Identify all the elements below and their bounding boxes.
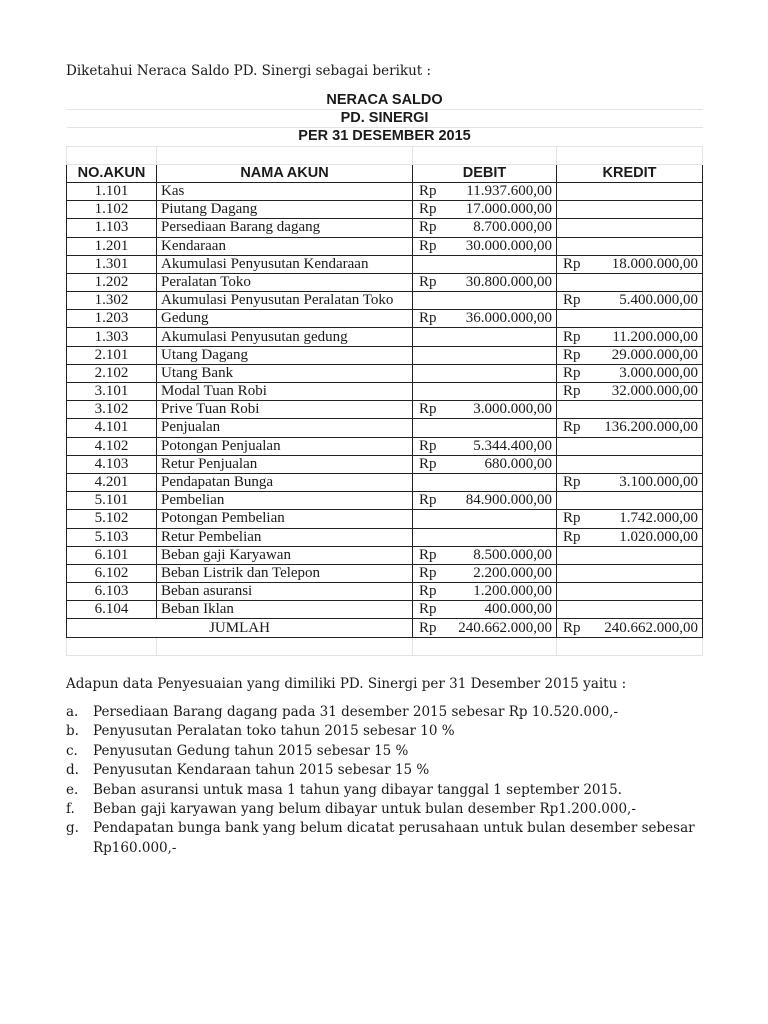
item-letter: e.: [66, 781, 79, 798]
account-number: 5.103: [67, 528, 157, 546]
account-name: Akumulasi Penyusutan Kendaraan: [157, 255, 413, 273]
account-number: 1.201: [67, 237, 157, 255]
spreadsheet-image: [66, 92, 702, 658]
item-text: Beban asuransi untuk masa 1 tahun yang dibayar tanggal 1 september 2015.: [93, 781, 622, 798]
debit-cell: [413, 492, 557, 510]
account-number: 2.102: [67, 364, 157, 382]
currency-label: Rp: [419, 273, 437, 290]
amount: 30.800.000,00: [465, 273, 552, 290]
table-row: [67, 546, 703, 564]
currency-label: Rp: [563, 255, 581, 272]
table-row: [67, 364, 703, 382]
kredit-cell: [557, 292, 703, 310]
currency-label: Rp: [563, 364, 581, 381]
adjustments-list: [66, 703, 706, 858]
currency-label: Rp: [563, 346, 581, 363]
currency-label: Rp: [419, 619, 437, 636]
item-letter: d.: [66, 762, 79, 779]
account-name: Beban Listrik dan Telepon: [157, 564, 413, 582]
currency-label: Rp: [419, 219, 437, 236]
debit-cell: [413, 583, 557, 601]
kredit-cell: [557, 383, 703, 401]
table-row: [67, 383, 703, 401]
amount: 8.500.000,00: [473, 546, 552, 563]
item-letter: b.: [66, 723, 79, 740]
total-label: JUMLAH: [67, 619, 413, 637]
currency-label: Rp: [563, 474, 581, 491]
currency-label: Rp: [563, 419, 581, 436]
debit-cell: [413, 273, 557, 291]
kredit-cell: [557, 601, 703, 619]
account-name: Pendapatan Bunga: [157, 473, 413, 491]
item-text: Penyusutan Gedung tahun 2015 sebesar 15 %: [93, 742, 409, 759]
currency-label: Rp: [419, 583, 437, 600]
currency-label: Rp: [419, 564, 437, 581]
account-number: 3.102: [67, 401, 157, 419]
account-name: Potongan Penjualan: [157, 437, 413, 455]
currency-label: Rp: [419, 546, 437, 563]
account-number: 5.101: [67, 492, 157, 510]
kredit-cell: [557, 437, 703, 455]
amount: 29.000.000,00: [611, 346, 699, 363]
adjustment-item: [66, 819, 706, 858]
currency-label: Rp: [563, 510, 581, 527]
amount: 5.344.400,00: [473, 437, 552, 454]
account-name: Persediaan Barang dagang: [157, 219, 413, 237]
currency-label: Rp: [419, 492, 437, 509]
amount: 240.662.000,00: [458, 619, 552, 636]
adjustment-item: [66, 703, 706, 722]
debit-cell: [413, 201, 557, 219]
spacer-row: [67, 637, 703, 655]
table-row: [67, 182, 703, 200]
account-name: Prive Tuan Robi: [157, 401, 413, 419]
title-row: [67, 110, 703, 128]
account-number: 4.201: [67, 473, 157, 491]
table-row: [67, 237, 703, 255]
account-name: Penjualan: [157, 419, 413, 437]
account-number: 1.101: [67, 182, 157, 200]
amount: 3.000.000,00: [473, 401, 552, 418]
account-number: 1.202: [67, 273, 157, 291]
company-name: PD. SINERGI: [67, 110, 703, 128]
kredit-cell: [557, 364, 703, 382]
amount: 84.900.000,00: [465, 492, 552, 509]
account-name: Gedung: [157, 310, 413, 328]
title-row: [67, 92, 703, 110]
kredit-cell: [557, 510, 703, 528]
account-number: 4.102: [67, 437, 157, 455]
amount: 136.200.000,00: [604, 419, 699, 436]
adjustment-item: [66, 800, 706, 819]
debit-cell: [413, 510, 557, 528]
item-text: Persediaan Barang dagang pada 31 desember 2015 sebesar Rp 10.520.000,-: [93, 704, 619, 720]
debit-cell: [413, 419, 557, 437]
table-row: [67, 346, 703, 364]
table-row: [67, 510, 703, 528]
account-name: Retur Penjualan: [157, 455, 413, 473]
account-number: 1.103: [67, 219, 157, 237]
account-number: 1.301: [67, 255, 157, 273]
debit-cell: [413, 601, 557, 619]
amount: 8.700.000,00: [473, 219, 552, 236]
item-letter: c.: [66, 742, 78, 759]
kredit-cell: [557, 546, 703, 564]
kredit-cell: [557, 273, 703, 291]
currency-label: Rp: [419, 310, 437, 327]
table-row: [67, 437, 703, 455]
table-row: [67, 473, 703, 491]
intro-text: Diketahui Neraca Saldo PD. Sinergi sebagai berikut :: [66, 63, 432, 79]
table-row: [67, 292, 703, 310]
table-row: [67, 310, 703, 328]
header-debit: DEBIT: [413, 164, 557, 182]
account-name: Beban Iklan: [157, 601, 413, 619]
header-nama-akun: NAMA AKUN: [157, 164, 413, 182]
debit-cell: [413, 473, 557, 491]
table-row: [67, 601, 703, 619]
adjustment-item: [66, 742, 706, 761]
amount: 3.100.000,00: [619, 474, 699, 491]
currency-label: Rp: [419, 601, 437, 618]
account-name: Utang Dagang: [157, 346, 413, 364]
kredit-cell: [557, 219, 703, 237]
amount: 240.662.000,00: [604, 619, 699, 636]
amount: 11.200.000,00: [612, 328, 699, 345]
account-name: Modal Tuan Robi: [157, 383, 413, 401]
amount: 11.937.600,00: [466, 183, 552, 200]
table-row: [67, 492, 703, 510]
debit-cell: [413, 255, 557, 273]
account-name: Piutang Dagang: [157, 201, 413, 219]
table-row: [67, 455, 703, 473]
period-label: PER 31 DESEMBER 2015: [67, 128, 703, 146]
account-name: Kendaraan: [157, 237, 413, 255]
total-debit: [413, 619, 557, 637]
table-row: [67, 419, 703, 437]
currency-label: Rp: [563, 383, 581, 400]
debit-cell: [413, 546, 557, 564]
kredit-cell: [557, 310, 703, 328]
amount: 18.000.000,00: [611, 255, 699, 272]
title-row: [67, 128, 703, 146]
account-number: 1.102: [67, 201, 157, 219]
kredit-cell: [557, 237, 703, 255]
account-name: Akumulasi Penyusutan gedung: [157, 328, 413, 346]
debit-cell: [413, 310, 557, 328]
currency-label: Rp: [563, 328, 581, 345]
total-kredit: [557, 619, 703, 637]
account-number: 4.103: [67, 455, 157, 473]
header-kredit: KREDIT: [557, 164, 703, 182]
amount: 1.020.000,00: [619, 528, 699, 545]
currency-label: Rp: [419, 437, 437, 454]
debit-cell: [413, 455, 557, 473]
spacer-row: [67, 146, 703, 164]
account-name: Pembelian: [157, 492, 413, 510]
kredit-cell: [557, 182, 703, 200]
amount: 1.200.000,00: [473, 583, 552, 600]
currency-label: Rp: [563, 292, 581, 309]
table-row: [67, 219, 703, 237]
currency-label: Rp: [419, 401, 437, 418]
adjustment-item: [66, 722, 706, 741]
currency-label: Rp: [563, 619, 581, 636]
adjustment-item: [66, 781, 706, 800]
item-text: Pendapatan bunga bank yang belum dicatat perusahaan untuk bulan desember sebesar Rp160.000,-: [93, 820, 695, 856]
kredit-cell: [557, 455, 703, 473]
item-text: Penyusutan Peralatan toko tahun 2015 sebesar 10 %: [93, 723, 455, 740]
header-no-akun: NO.AKUN: [67, 164, 157, 182]
item-letter: f.: [66, 801, 75, 818]
adjustment-item: [66, 761, 706, 780]
amount: 36.000.000,00: [465, 310, 552, 327]
currency-label: Rp: [419, 455, 437, 472]
account-number: 2.101: [67, 346, 157, 364]
amount: 680.000,00: [484, 455, 552, 472]
account-number: 1.302: [67, 292, 157, 310]
account-number: 6.102: [67, 564, 157, 582]
account-name: Peralatan Toko: [157, 273, 413, 291]
kredit-cell: [557, 528, 703, 546]
table-row: [67, 201, 703, 219]
item-text: Penyusutan Kendaraan tahun 2015 sebesar 15 %: [93, 762, 430, 779]
account-name: Kas: [157, 182, 413, 200]
currency-label: Rp: [419, 183, 437, 200]
amount: 5.400.000,00: [619, 292, 699, 309]
account-name: Beban gaji Karyawan: [157, 546, 413, 564]
account-name: Beban asuransi: [157, 583, 413, 601]
kredit-cell: [557, 401, 703, 419]
trial-balance-table: [66, 92, 703, 656]
account-name: Utang Bank: [157, 364, 413, 382]
account-number: 3.101: [67, 383, 157, 401]
account-name: Retur Pembelian: [157, 528, 413, 546]
total-row: [67, 619, 703, 637]
amount: 1.742.000,00: [619, 510, 699, 527]
account-number: 5.102: [67, 510, 157, 528]
item-letter: g.: [66, 820, 79, 837]
adjustments-title: Adapun data Penyesuaian yang dimiliki PD. Sinergi per 31 Desember 2015 yaitu :: [66, 676, 627, 692]
debit-cell: [413, 346, 557, 364]
amount: 3.000.000,00: [619, 364, 699, 381]
table-row: [67, 273, 703, 291]
debit-cell: [413, 564, 557, 582]
table-row: [67, 583, 703, 601]
account-number: 1.203: [67, 310, 157, 328]
table-row: [67, 528, 703, 546]
account-number: 6.101: [67, 546, 157, 564]
amount: 2.200.000,00: [473, 564, 552, 581]
account-number: 6.103: [67, 583, 157, 601]
account-name: Akumulasi Penyusutan Peralatan Toko: [157, 292, 413, 310]
kredit-cell: [557, 583, 703, 601]
item-letter: a.: [66, 704, 79, 720]
kredit-cell: [557, 346, 703, 364]
account-name: Potongan Pembelian: [157, 510, 413, 528]
amount: 32.000.000,00: [611, 383, 699, 400]
table-title: NERACA SALDO: [67, 92, 703, 110]
table-row: [67, 401, 703, 419]
amount: 400.000,00: [484, 601, 552, 618]
account-number: 1.303: [67, 328, 157, 346]
debit-cell: [413, 364, 557, 382]
debit-cell: [413, 383, 557, 401]
kredit-cell: [557, 473, 703, 491]
kredit-cell: [557, 564, 703, 582]
account-number: 6.104: [67, 601, 157, 619]
debit-cell: [413, 528, 557, 546]
currency-label: Rp: [419, 201, 437, 218]
currency-label: Rp: [419, 237, 437, 254]
debit-cell: [413, 437, 557, 455]
kredit-cell: [557, 255, 703, 273]
account-number: 4.101: [67, 419, 157, 437]
kredit-cell: [557, 328, 703, 346]
table-row: [67, 564, 703, 582]
amount: 30.000.000,00: [465, 237, 552, 254]
kredit-cell: [557, 419, 703, 437]
table-row: [67, 255, 703, 273]
debit-cell: [413, 292, 557, 310]
amount: 17.000.000,00: [465, 201, 552, 218]
debit-cell: [413, 219, 557, 237]
currency-label: Rp: [563, 528, 581, 545]
header-row: [67, 164, 703, 182]
debit-cell: [413, 328, 557, 346]
table-row: [67, 328, 703, 346]
debit-cell: [413, 182, 557, 200]
kredit-cell: [557, 492, 703, 510]
debit-cell: [413, 401, 557, 419]
kredit-cell: [557, 201, 703, 219]
item-text: Beban gaji karyawan yang belum dibayar untuk bulan desember Rp1.200.000,-: [93, 801, 636, 818]
debit-cell: [413, 237, 557, 255]
